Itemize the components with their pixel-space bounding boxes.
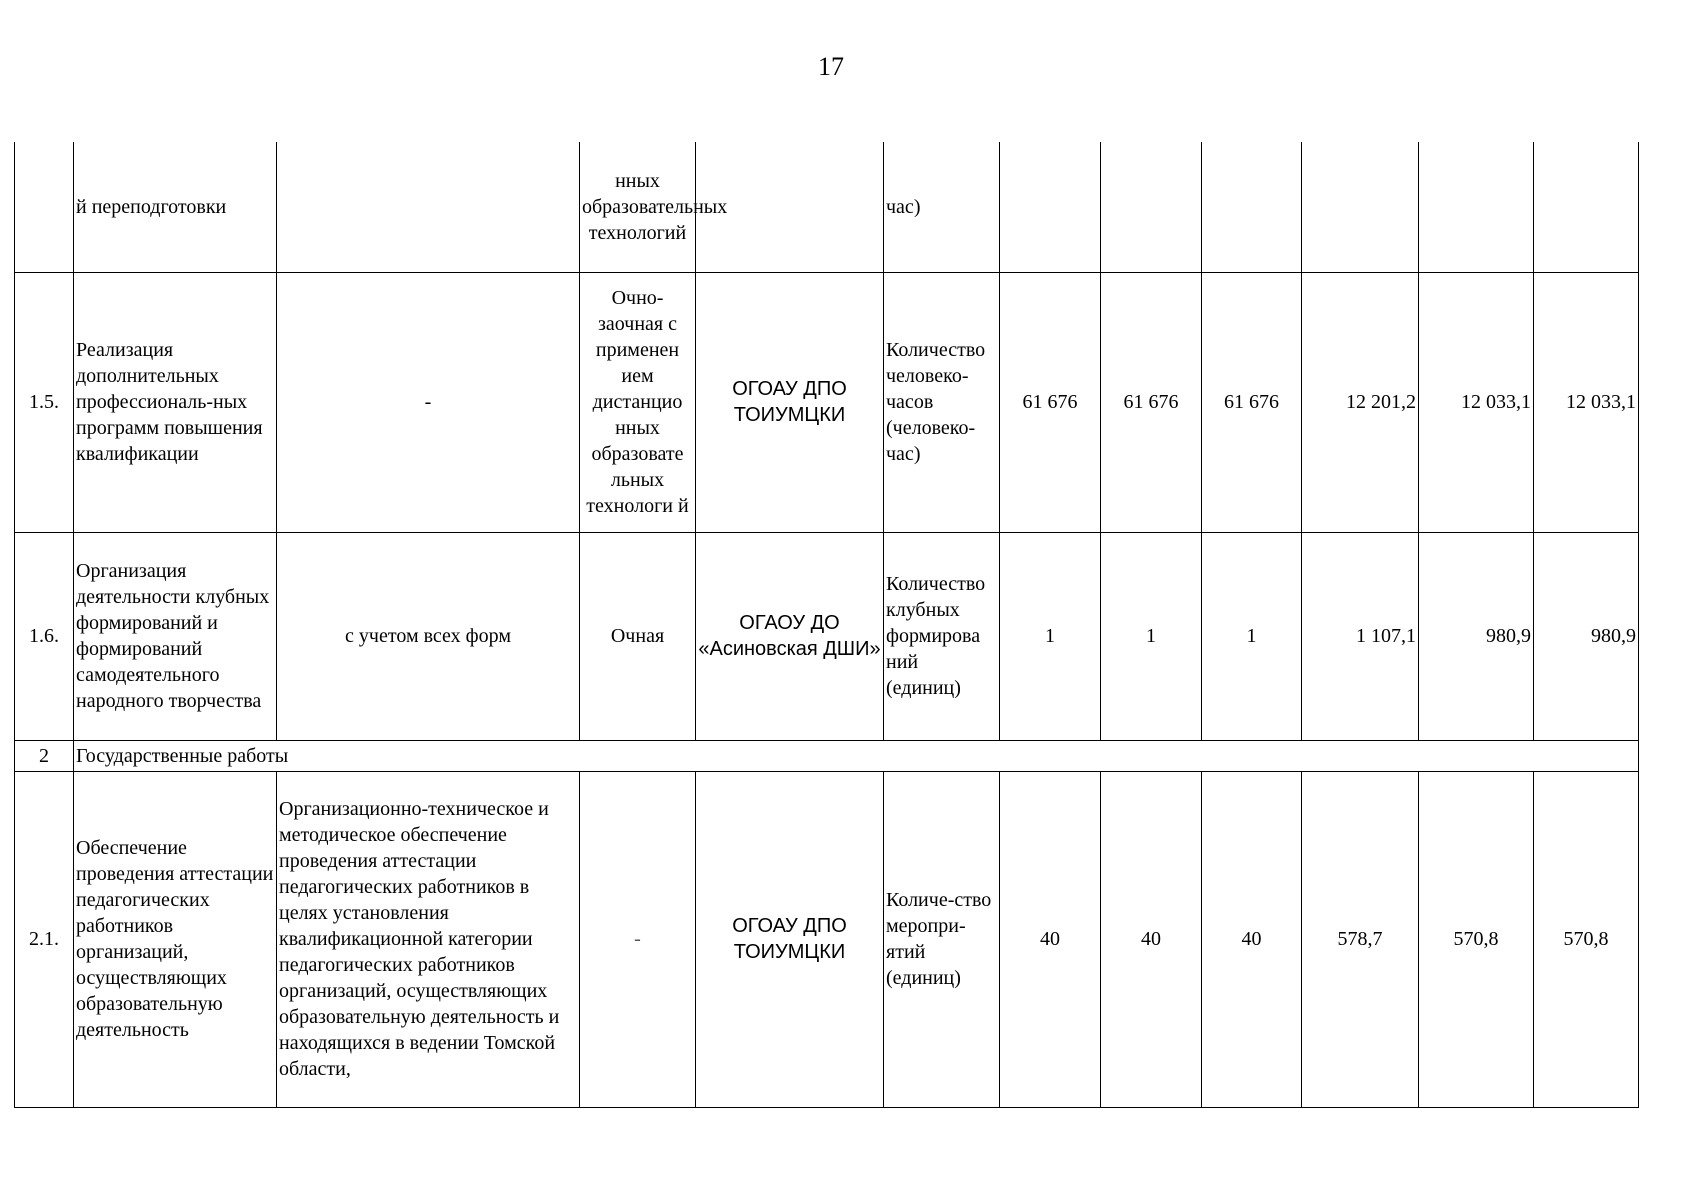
cell-unit: Количество клубных формирова ний (единиц): [884, 532, 1000, 740]
cell-v1: 1: [1000, 532, 1101, 740]
cell-f1: 1 107,1: [1302, 532, 1419, 740]
cell-num: 1.5.: [15, 272, 74, 532]
page-number: 17: [818, 52, 844, 81]
cell-content: [277, 142, 580, 272]
table-row-continuation: [15, 142, 1639, 272]
cell-unit: Количе-ство меропри-ятий (единиц): [884, 771, 1000, 1107]
section-num: 2: [15, 740, 74, 771]
cell-name: Реализация дополнительных профессиональ-ных программ повышения квалификации: [74, 272, 277, 532]
cell-num: [15, 142, 74, 272]
cell-content: с учетом всех форм: [277, 532, 580, 740]
cell-num: 1.6.: [15, 532, 74, 740]
cell-v2: [1101, 142, 1202, 272]
cell-v2: 61 676: [1101, 272, 1202, 532]
cell-v3: 61 676: [1202, 272, 1302, 532]
cell-f3: 980,9: [1534, 532, 1639, 740]
cell-institution: ОГОАУ ДПО ТОИУМЦКИ: [696, 771, 884, 1107]
cell-content: Организационно-техническое и методическое обеспечение проведения аттестации педагогических работников в целях установления квалификационной категории педагогических работников организаций, осуществляющих образовательную деятельность и находящихся в ведении Томской области,: [277, 771, 580, 1107]
section-row: [15, 740, 1639, 771]
cell-f1: 12 201,2: [1302, 272, 1419, 532]
cell-unit: час): [884, 142, 1000, 272]
cell-num: 2.1.: [15, 771, 74, 1107]
cell-form: нных образовательных технологий: [580, 142, 696, 272]
cell-v3: [1202, 142, 1302, 272]
cell-unit: Количество человеко-часов (человеко-час): [884, 272, 1000, 532]
section-title: Государственные работы: [74, 740, 1639, 771]
cell-institution: ОГАОУ ДО «Асиновская ДШИ»: [696, 532, 884, 740]
cell-f2: 980,9: [1419, 532, 1534, 740]
cell-institution: ОГОАУ ДПО ТОИУМЦКИ: [696, 272, 884, 532]
cell-f1: 578,7: [1302, 771, 1419, 1107]
table-row: [15, 272, 1639, 532]
table-row: [15, 771, 1639, 1107]
cell-form: Очно-заочная с применен ием дистанцио нных образовате льных технологи й: [580, 272, 696, 532]
cell-form: -: [580, 771, 696, 1107]
table-row: [15, 532, 1639, 740]
cell-name: Обеспечение проведения аттестации педагогических работников организаций, осуществляющих образовательную деятельность: [74, 771, 277, 1107]
cell-f1: [1302, 142, 1419, 272]
cell-f3: 570,8: [1534, 771, 1639, 1107]
cell-f2: [1419, 142, 1534, 272]
cell-v1: 61 676: [1000, 272, 1101, 532]
cell-v3: 1: [1202, 532, 1302, 740]
services-table: [14, 142, 1639, 1108]
cell-v3: 40: [1202, 771, 1302, 1107]
cell-f3: [1534, 142, 1639, 272]
cell-name: й переподготовки: [74, 142, 277, 272]
cell-f3: 12 033,1: [1534, 272, 1639, 532]
cell-v2: 1: [1101, 532, 1202, 740]
cell-form: Очная: [580, 532, 696, 740]
cell-v2: 40: [1101, 771, 1202, 1107]
cell-name: Организация деятельности клубных формирований и формирований самодеятельного народного творчества: [74, 532, 277, 740]
cell-v1: 40: [1000, 771, 1101, 1107]
cell-f2: 12 033,1: [1419, 272, 1534, 532]
cell-content: -: [277, 272, 580, 532]
cell-f2: 570,8: [1419, 771, 1534, 1107]
cell-v1: [1000, 142, 1101, 272]
